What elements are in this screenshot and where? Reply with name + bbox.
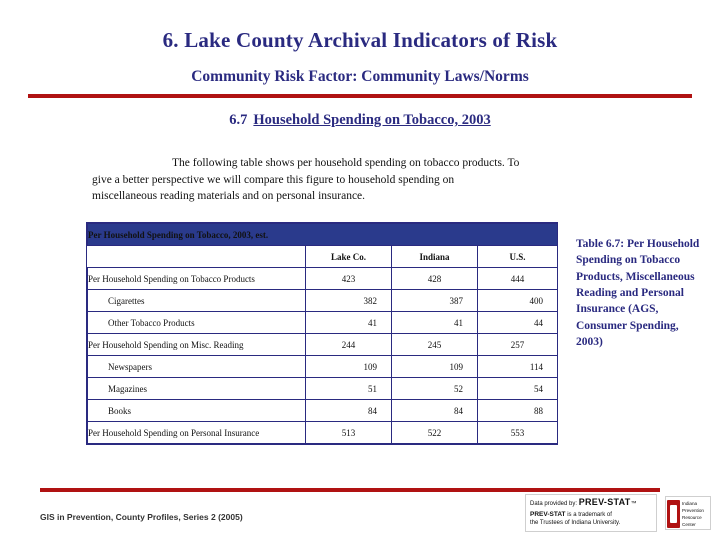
table-row [88, 422, 558, 444]
table-row [88, 268, 558, 290]
row-value-us: 44 [478, 312, 558, 334]
row-value-indiana: 245 [392, 334, 478, 356]
row-label: Per Household Spending on Personal Insurance [88, 422, 306, 444]
row-value-us: 88 [478, 400, 558, 422]
table-band-title: Per Household Spending on Tobacco, 2003, est. [88, 224, 558, 246]
table-header-row [88, 246, 558, 268]
prevstat-brand: PREV-STAT [578, 497, 631, 507]
prevstat-disclaimer [530, 511, 620, 527]
prevstat-disclaimer-mid: is a trademark of [567, 512, 612, 518]
ipc-line-4: Center [682, 521, 696, 527]
section-heading [0, 112, 720, 129]
table-header-us: U.S. [478, 246, 558, 268]
row-label: Newspapers [88, 356, 306, 378]
row-value-lake: 382 [306, 290, 392, 312]
prevstat-disclaimer-end: the Trustees of Indiana University. [530, 519, 621, 526]
table-band-row [88, 224, 558, 246]
section-title: Household Spending on Tobacco, 2003 [253, 112, 491, 128]
table-row [88, 312, 558, 334]
ipc-line-3: Resource [682, 514, 702, 520]
prevstat-logo-data-line [530, 497, 637, 507]
row-value-indiana: 522 [392, 422, 478, 444]
row-value-us: 257 [478, 334, 558, 356]
row-label: Cigarettes [88, 290, 306, 312]
spending-table-wrapper [86, 222, 558, 445]
row-value-indiana: 387 [392, 290, 478, 312]
prevstat-disclaimer-brand: PREV-STAT [530, 511, 566, 518]
ipc-line-2: Prevention [682, 507, 704, 513]
row-label: Other Tobacco Products [88, 312, 306, 334]
top-divider-rule [28, 94, 692, 98]
row-value-us: 114 [478, 356, 558, 378]
row-value-indiana: 428 [392, 268, 478, 290]
row-value-indiana: 41 [392, 312, 478, 334]
section-number: 6.7 [229, 112, 248, 128]
bottom-divider-rule [40, 488, 660, 492]
row-value-us: 400 [478, 290, 558, 312]
page-title: 6. Lake County Archival Indicators of Risk [162, 28, 558, 52]
table-row [88, 334, 558, 356]
row-label: Per Household Spending on Tobacco Products [88, 268, 306, 290]
row-value-indiana: 109 [392, 356, 478, 378]
row-label: Magazines [88, 378, 306, 400]
table-header-blank [88, 246, 306, 268]
intro-paragraph [92, 155, 622, 205]
intro-paragraph-line-3: miscellaneous reading materials and on personal insurance. [92, 190, 366, 203]
row-value-us: 54 [478, 378, 558, 400]
ipc-mark-icon [667, 500, 680, 528]
prevstat-provided-label: Data provided by: [530, 501, 578, 507]
table-row [88, 400, 558, 422]
table-row [88, 290, 558, 312]
prevstat-tm: ™ [630, 501, 637, 507]
row-value-us: 553 [478, 422, 558, 444]
row-value-lake: 423 [306, 268, 392, 290]
intro-paragraph-line-2: give a better perspective we will compare this figure to household spending on [92, 173, 455, 186]
row-value-indiana: 52 [392, 378, 478, 400]
prevstat-logo [525, 494, 657, 532]
table-row [88, 356, 558, 378]
spending-table [87, 223, 558, 444]
row-value-lake: 41 [306, 312, 392, 334]
ipc-line-1: Indiana [682, 501, 698, 506]
row-value-lake: 109 [306, 356, 392, 378]
row-value-indiana: 84 [392, 400, 478, 422]
row-value-lake: 244 [306, 334, 392, 356]
row-label: Books [88, 400, 306, 422]
row-label: Per Household Spending on Misc. Reading [88, 334, 306, 356]
row-value-lake: 84 [306, 400, 392, 422]
table-header-indiana: Indiana [392, 246, 478, 268]
footer-series-text: GIS in Prevention, County Profiles, Series 2 (2005) [40, 512, 243, 522]
table-caption: Table 6.7: Per Household Spending on Tobacco Products, Miscellaneous Reading and Personal Insurance (AGS, Consumer Spending, 2003) [576, 238, 700, 348]
row-value-lake: 513 [306, 422, 392, 444]
table-header-lake: Lake Co. [306, 246, 392, 268]
row-value-lake: 51 [306, 378, 392, 400]
page-subtitle: Community Risk Factor: Community Laws/Norms [191, 68, 529, 85]
table-row [88, 378, 558, 400]
intro-paragraph-line-1: The following table shows per household spending on tobacco products. To [172, 157, 520, 169]
indiana-prevention-resource-center-logo [665, 496, 711, 530]
row-value-us: 444 [478, 268, 558, 290]
